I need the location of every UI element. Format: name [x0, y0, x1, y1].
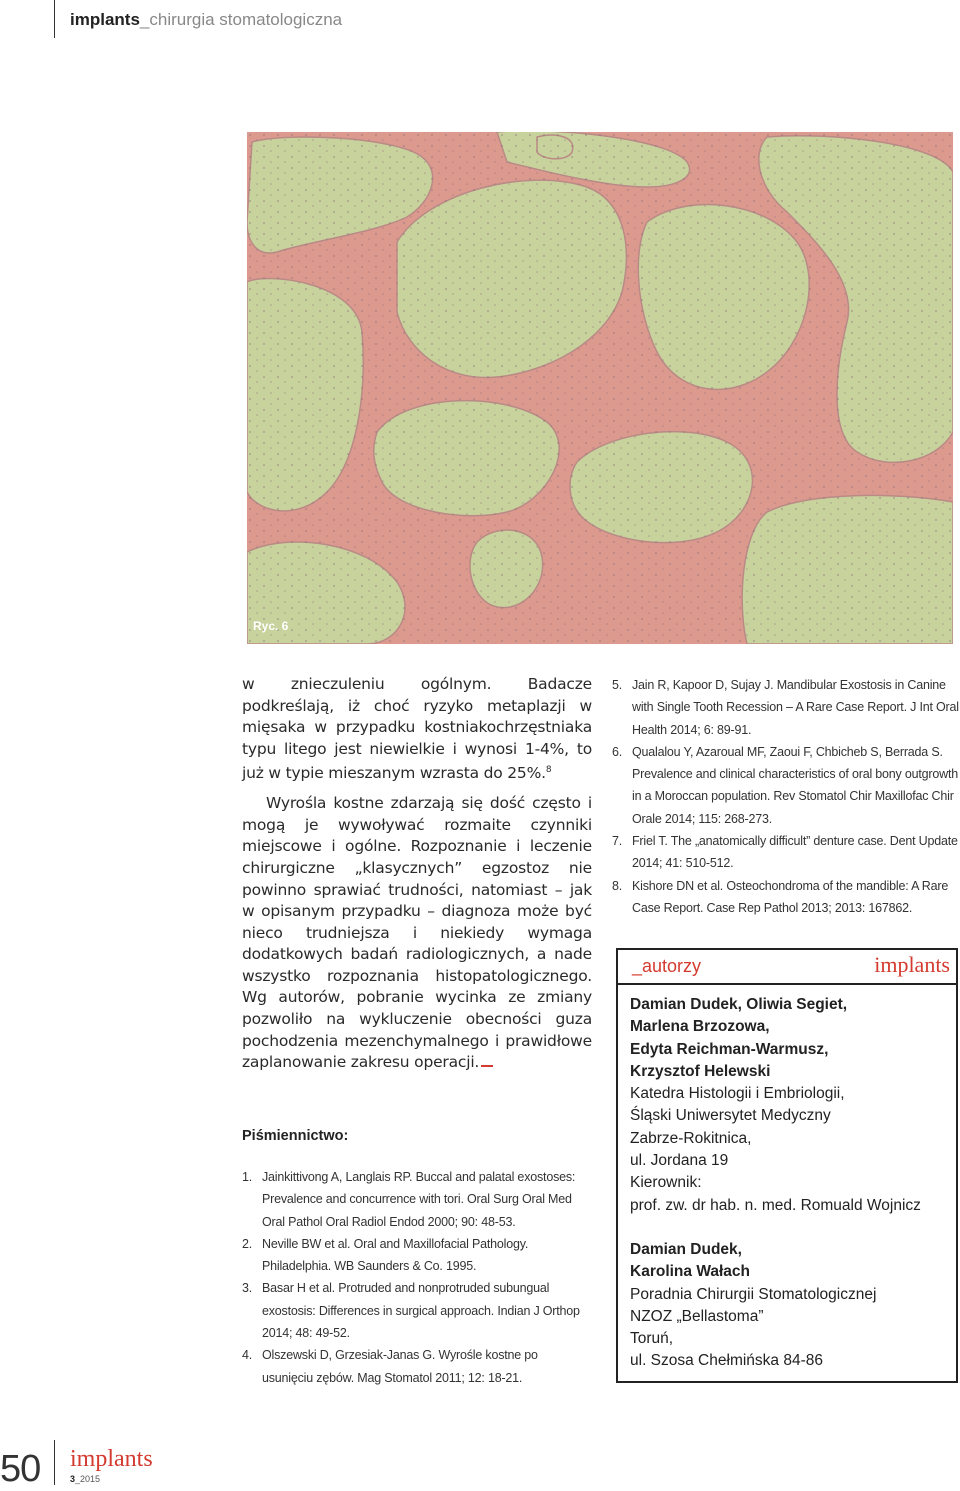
affiliation-line: ul. Szosa Chełmińska 84-86: [630, 1352, 823, 1370]
references-heading: Piśmiennictwo:: [242, 1128, 349, 1144]
reference-text: Osteochondroma of the mandible: A Rare Case Report. Case Rep Pathol 2013; 2013: 167862.: [632, 878, 949, 915]
citation-superscript: 8: [545, 765, 552, 776]
reference-authors: Kishore DN et al.: [632, 878, 724, 893]
authors-divider: [618, 983, 956, 985]
footer-brand-logo: implants: [70, 1446, 153, 1472]
references-list-right: [612, 674, 960, 919]
reference-number: 8.: [612, 878, 623, 893]
figure-caption: Ryc. 6: [253, 619, 289, 633]
reference-item: [242, 1344, 592, 1389]
article-body: [242, 674, 592, 1074]
issue-year: _2015: [75, 1474, 101, 1484]
reference-text: The „anatomically difficult” denture case. Dent Update 2014; 41: 510-512.: [632, 834, 958, 871]
spacer: [630, 1217, 921, 1239]
author-name: Marlena Brzozowa,: [630, 1018, 770, 1036]
body-paragraph: [242, 793, 592, 1074]
reference-authors: Olszewski D, Grzesiak-Janas G.: [262, 1348, 436, 1363]
page-number: 50: [0, 1448, 41, 1490]
reference-text: Oral and Maxillofacial Pathology. Philadelphia. WB Saunders & Co. 1995.: [262, 1236, 529, 1274]
reference-number: 5.: [612, 678, 623, 692]
affiliation-line: Śląski Uniwersytet Medyczny: [630, 1107, 831, 1125]
end-mark-icon: [481, 1053, 493, 1067]
reference-number: 2.: [242, 1236, 253, 1251]
affiliation-line: Poradnia Chirurgii Stomatologicznej: [630, 1285, 877, 1303]
author-name: Damian Dudek, Oliwia Segiet,: [630, 996, 848, 1013]
reference-number: 6.: [612, 744, 623, 759]
reference-item: [612, 875, 960, 920]
reference-number: 3.: [242, 1281, 253, 1296]
reference-text: Wyrośle kostne po usunięciu zębów. Mag Stomatol 2011; 12: 18-21.: [262, 1348, 538, 1385]
histology-image: [247, 132, 953, 644]
header-brand: implants: [70, 10, 140, 29]
body-paragraph-text: Wyrośla kostne zdarzają się dość często i mogą je wywoływać rozmaite czynniki miejscowe i ogólne. Rozpoznanie i leczenie chirurgiczne „klasycznych” egzostoz nie powinno sprawiać trudności, natomiast – jak w opisanym przypadku – diagnoza może być nieco trudniejsza i niekiedy wymaga dodatkowych badań radiologicznych, a nade wszystko rozpoznania histopatologicznego. Wg autorów, pobranie wycinka ze zmiany pozwoliło na wykluczenie obecności guza pochodzenia mezenchymalnego i prawidłowe zaplanowanie zakresu operacji.: [242, 794, 592, 1072]
footer-issue: [70, 1474, 100, 1484]
affiliation-line: Kierownik:: [630, 1174, 702, 1192]
body-paragraph: [242, 674, 592, 785]
reference-item: [612, 741, 960, 830]
header-section: _chirurgia stomatologiczna: [139, 10, 343, 29]
reference-authors: Basar H et al.: [262, 1281, 335, 1296]
reference-item: [242, 1277, 592, 1344]
reference-number: 7.: [612, 834, 623, 849]
reference-authors: Jain R, Kapoor D, Sujay J.: [632, 678, 774, 692]
author-name: Karolina Wałach: [630, 1263, 751, 1281]
reference-text: Protruded and nonprotruded subungual exostosis: Differences in surgical approach. Indian J Orthop 2014; 48: 49-52.: [262, 1281, 580, 1341]
affiliation-line: Toruń,: [630, 1330, 674, 1348]
reference-authors: Qualalou Y, Azaroual MF, Zaoui F, Chbicheb S, Berrada S.: [632, 744, 943, 759]
footer-rule: [54, 1440, 55, 1485]
reference-number: 4.: [242, 1348, 253, 1363]
issue-number: 3: [70, 1474, 76, 1484]
body-paragraph-text: w znieczuleniu ogólnym. Badacze podkreślają, iż choć ryzyko metaplazji w mięsaka w przypadku kostniakochrzęstniaka typu litego jest niewielkie i wynosi 1-4%, to już w typie mieszanym wzrasta do 25%.: [242, 675, 592, 783]
header-rule: [54, 0, 55, 38]
affiliation-line: prof. zw. dr hab. n. med. Romuald Wojnicz: [630, 1196, 921, 1214]
reference-number: 1.: [242, 1170, 253, 1184]
implants-logo: implants: [874, 952, 950, 977]
reference-item: [242, 1233, 592, 1278]
author-name: Edyta Reichman-Warmusz,: [630, 1040, 829, 1058]
reference-item: [612, 830, 960, 875]
reference-item: [612, 674, 960, 741]
affiliation-line: Zabrze-Rokitnica,: [630, 1129, 752, 1147]
reference-item: [242, 1166, 592, 1233]
authors-tab: _autorzy: [632, 956, 702, 976]
authors-box: [616, 948, 958, 1383]
reference-authors: Jainkittivong A, Langlais RP.: [262, 1170, 413, 1184]
references-list-left: [242, 1166, 592, 1389]
author-name: Damian Dudek,: [630, 1240, 742, 1258]
reference-authors: Friel T.: [632, 834, 668, 849]
authors-body: [630, 994, 921, 1373]
affiliation-line: Katedra Histologii i Embriologii,: [630, 1085, 845, 1103]
author-name: Krzysztof Helewski: [630, 1062, 771, 1080]
reference-text: Prevalence and clinical characteristics of oral bony outgrowth in a Moroccan population. Rev Stomatol Chir Maxillofac Chir Orale 2014; 115: 268-273.: [632, 767, 958, 826]
reference-authors: Neville BW et al.: [262, 1236, 351, 1251]
reference-text: Buccal and palatal exostoses: Prevalence and concurrence with tori. Oral Surg Oral Med Oral Pathol Oral Radiol Endod 2000; 90: 48-53.: [262, 1170, 576, 1229]
affiliation-line: NZOZ „Bellastoma”: [630, 1307, 764, 1325]
affiliation-line: ul. Jordana 19: [630, 1152, 729, 1170]
running-header: [70, 10, 342, 30]
reference-text: Mandibular Exostosis in Canine with Single Tooth Recession – A Rare Case Report. J Int Oral Health 2014; 6: 89-91.: [632, 678, 959, 737]
